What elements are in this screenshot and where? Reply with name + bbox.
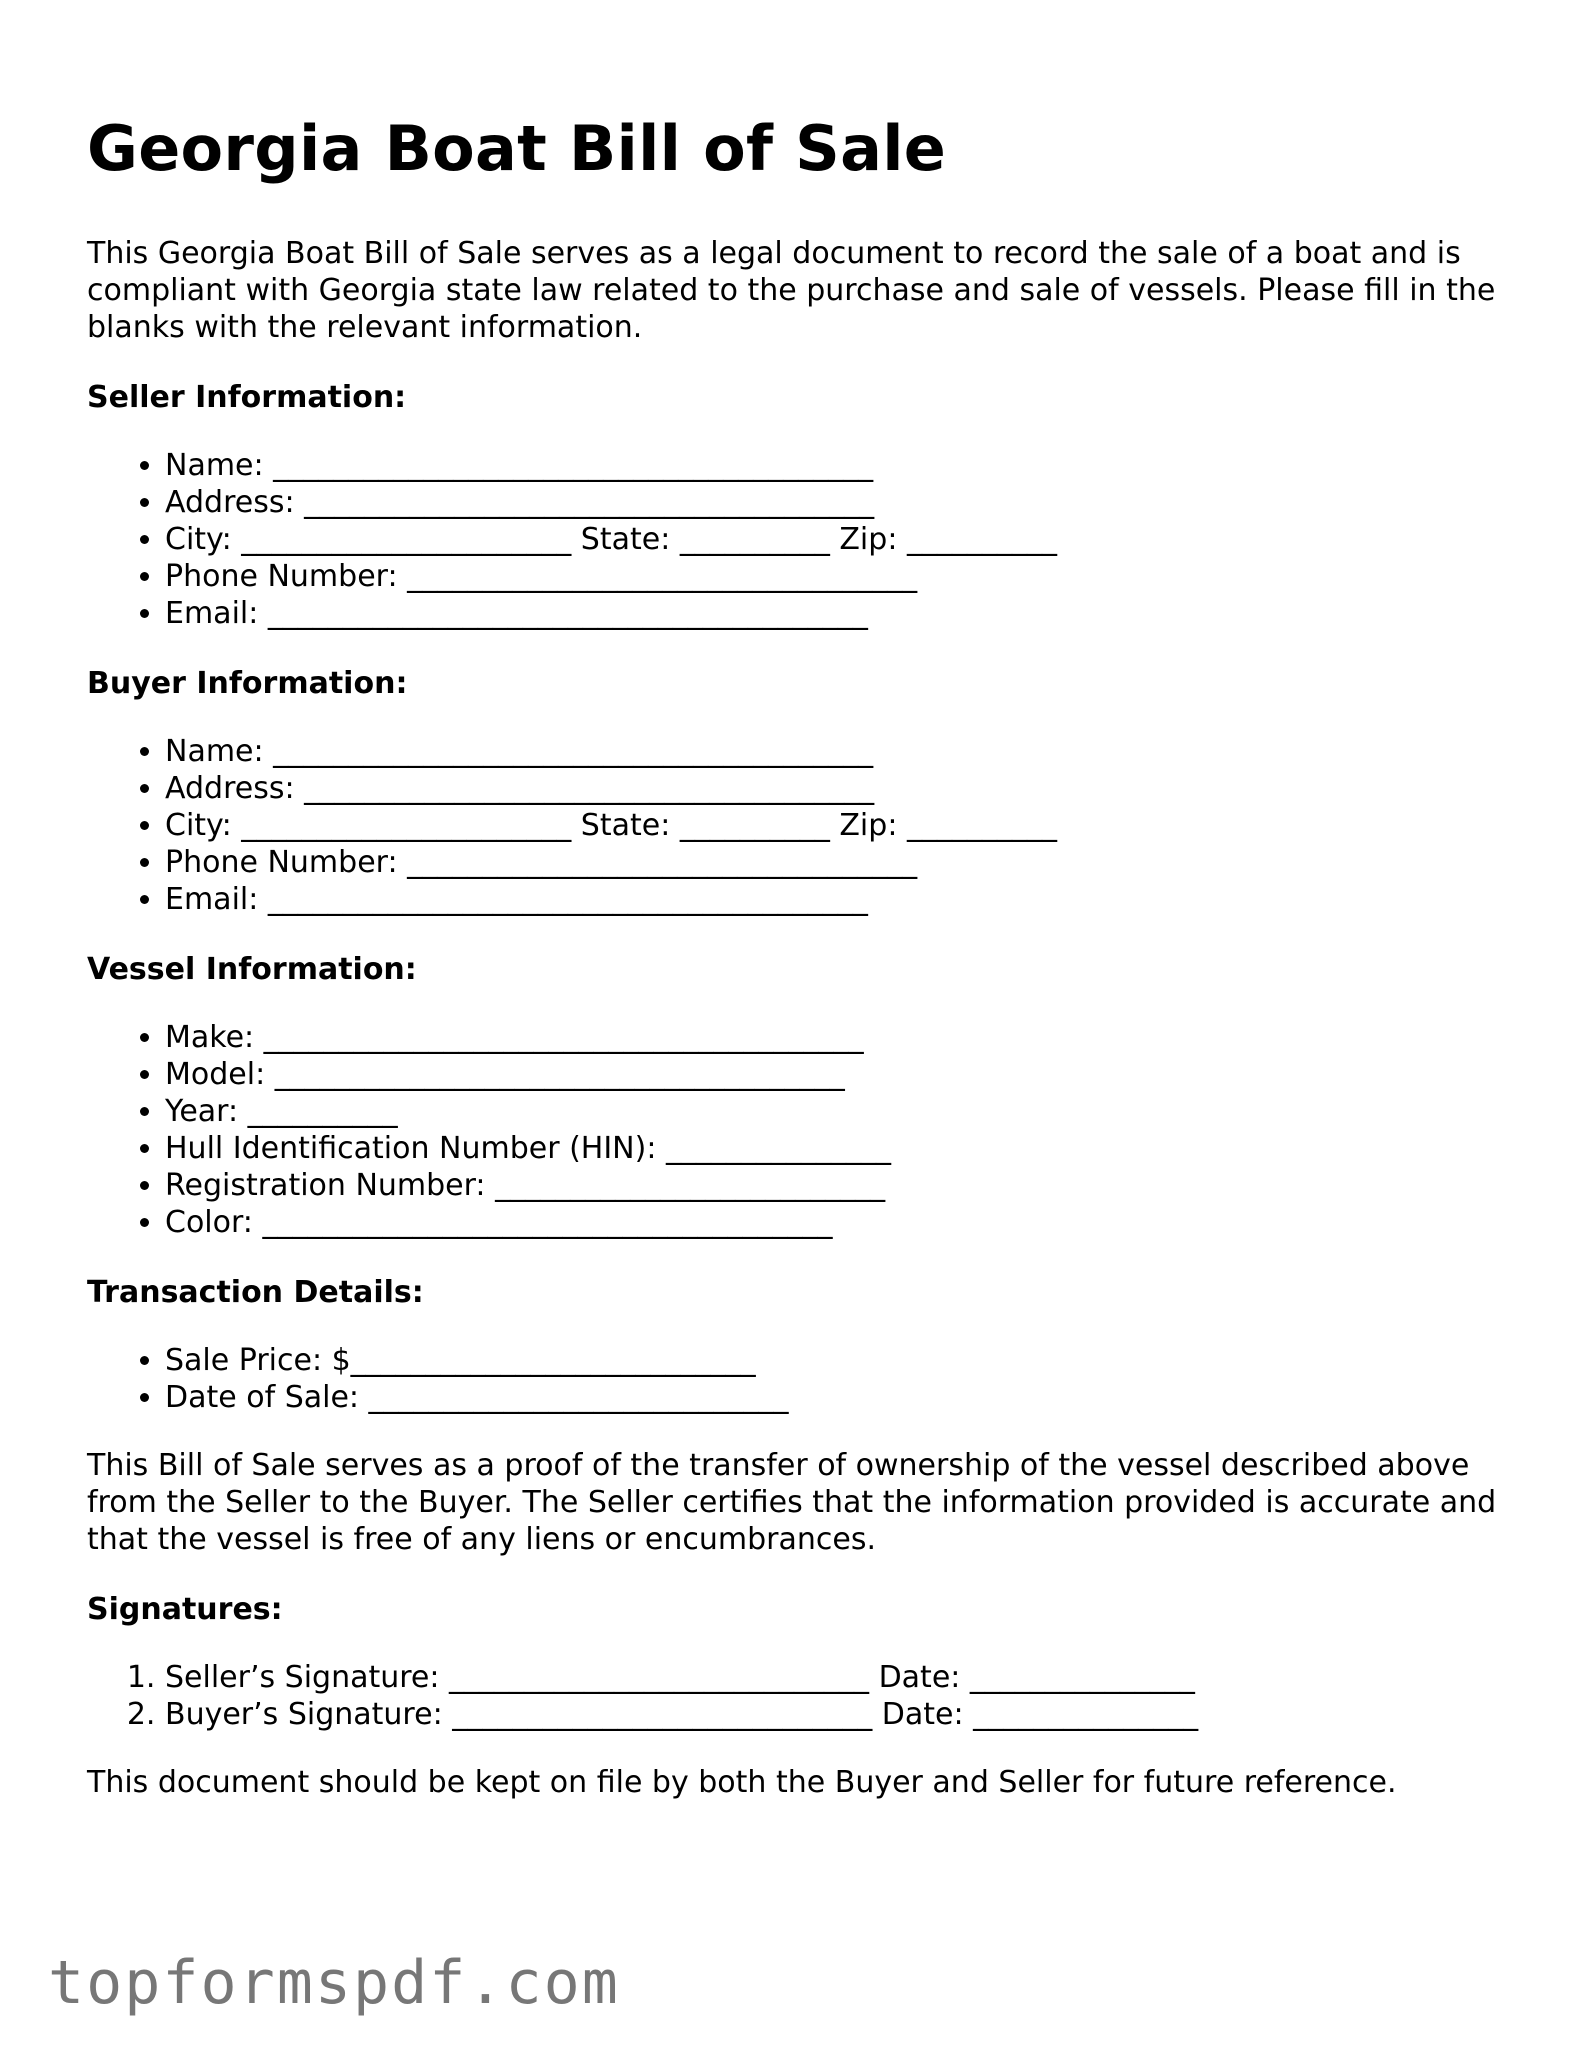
- seller-heading: Seller Information:: [87, 380, 407, 415]
- buyer-fields: [87, 733, 1507, 918]
- signatures-heading: Signatures:: [87, 1592, 283, 1627]
- vessel-color-field[interactable]: • Color: ______________________________________: [165, 1204, 1507, 1241]
- seller-address-field[interactable]: • Address: ______________________________________: [165, 484, 1507, 521]
- vessel-make-field[interactable]: • Make: ________________________________________: [165, 1019, 1507, 1056]
- seller-name-field[interactable]: • Name: ________________________________________: [165, 447, 1507, 484]
- buyer-address-field[interactable]: • Address: ______________________________________: [165, 770, 1507, 807]
- vessel-year-field[interactable]: • Year: __________: [165, 1093, 1507, 1130]
- closing-paragraph: This document should be kept on file by both the Buyer and Seller for future reference.: [87, 1765, 1397, 1800]
- vessel-model-field[interactable]: • Model: ______________________________________: [165, 1056, 1507, 1093]
- vessel-registration-field[interactable]: • Registration Number: __________________________: [165, 1167, 1507, 1204]
- transaction-fields: [87, 1342, 1507, 1416]
- document-page: [87, 108, 1507, 1801]
- watermark: topformspdf.com: [48, 1948, 620, 2018]
- vessel-hin-field[interactable]: • Hull Identification Number (HIN): _______________: [165, 1130, 1507, 1167]
- buyer-name-field[interactable]: • Name: ________________________________________: [165, 733, 1507, 770]
- seller-city-state-zip-field[interactable]: • City: ______________________ State: __________ Zip: __________: [165, 521, 1507, 558]
- signature-fields: [87, 1659, 1507, 1733]
- sale-price-field[interactable]: • Sale Price: $___________________________: [165, 1342, 1507, 1379]
- buyer-phone-field[interactable]: • Phone Number: __________________________________: [165, 844, 1507, 881]
- seller-phone-field[interactable]: • Phone Number: __________________________________: [165, 558, 1507, 595]
- document-title: Georgia Boat Bill of Sale: [87, 112, 947, 185]
- intro-paragraph: This Georgia Boat Bill of Sale serves as a legal document to record the sale of a boat and is compliant with Georgia state law related to the purchase and sale of vessels. Please fill in the blanks with the relevant information.: [87, 236, 1496, 345]
- transaction-heading: Transaction Details:: [87, 1275, 424, 1310]
- vessel-fields: [87, 1019, 1507, 1241]
- seller-signature-field[interactable]: 1. Seller’s Signature: ____________________________ Date: _______________: [165, 1659, 1507, 1696]
- buyer-email-field[interactable]: • Email: ________________________________________: [165, 881, 1507, 918]
- sale-date-field[interactable]: • Date of Sale: ____________________________: [165, 1379, 1507, 1416]
- buyer-city-state-zip-field[interactable]: • City: ______________________ State: __________ Zip: __________: [165, 807, 1507, 844]
- buyer-signature-field[interactable]: 2. Buyer’s Signature: ____________________________ Date: _______________: [165, 1696, 1507, 1733]
- seller-fields: [87, 447, 1507, 632]
- vessel-heading: Vessel Information:: [87, 952, 417, 987]
- seller-email-field[interactable]: • Email: ________________________________________: [165, 595, 1507, 632]
- buyer-heading: Buyer Information:: [87, 666, 408, 701]
- transfer-paragraph: This Bill of Sale serves as a proof of the transfer of ownership of the vessel described above from the Seller to the Buyer. The Seller certifies that the information provided is accurate and that the vessel is free of any liens or encumbrances.: [87, 1448, 1497, 1557]
